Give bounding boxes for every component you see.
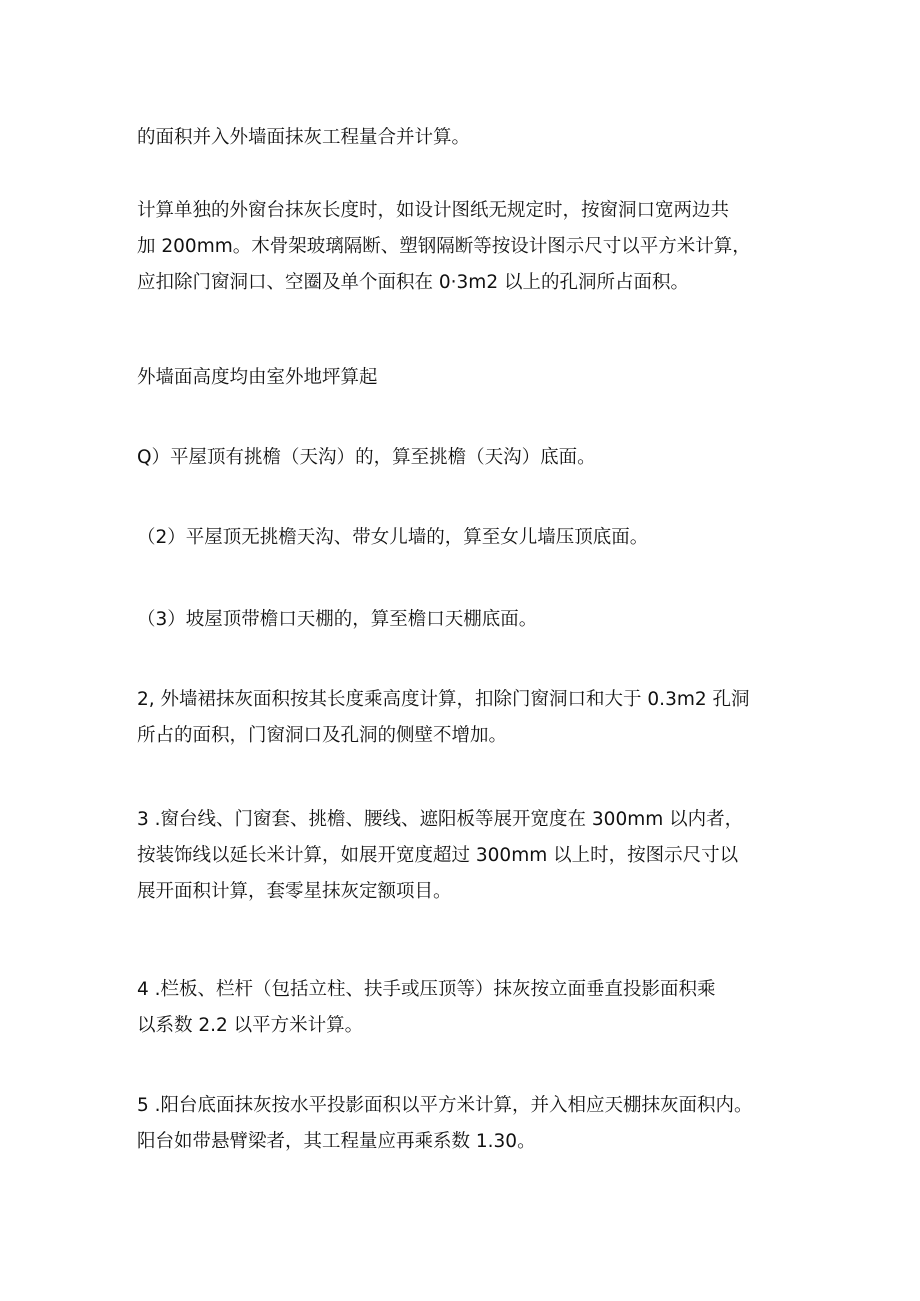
text-line: 展开面积计算，套零星抹灰定额项目。 [137, 881, 452, 902]
text-line: 加 200mm。木骨架玻璃隔断、塑钢隔断等按设计图示尺寸以平方米计算， [137, 236, 751, 257]
text-line: 的面积并入外墙面抹灰工程量合并计算。 [137, 127, 471, 148]
paragraph-window-sill [137, 193, 817, 301]
text-line: 5 .阳台底面抹灰按水平投影面积以平方米计算，并入相应天棚抹灰面积内。 [137, 1095, 753, 1116]
text-line: 按装饰线以延长米计算，如展开宽度超过 300mm 以上时，按图示尺寸以 [137, 845, 739, 866]
paragraph-plaster-merge [137, 120, 817, 156]
text-line: 2, 外墙裙抹灰面积按其长度乘高度计算，扣除门窗洞口和大于 0.3m2 孔洞 [137, 689, 750, 710]
paragraph-section-4 [137, 972, 817, 1044]
text-line: 应扣除门窗洞口、空圈及单个面积在 0·3m2 以上的孔洞所占面积。 [137, 272, 689, 293]
paragraph-item-2 [137, 520, 817, 556]
paragraph-item-3 [137, 602, 817, 638]
text-line: Q）平屋顶有挑檐（天沟）的，算至挑檐（天沟）底面。 [137, 447, 596, 468]
text-line: 外墙面高度均由室外地坪算起 [137, 367, 378, 388]
paragraph-section-2 [137, 682, 817, 754]
text-line: 4 .栏板、栏杆（包括立柱、扶手或压顶等）抹灰按立面垂直投影面积乘 [137, 979, 716, 1000]
paragraph-section-3 [137, 802, 817, 910]
text-line: 阳台如带悬臂梁者，其工程量应再乘系数 1.30。 [137, 1131, 536, 1152]
text-line: （3）坡屋顶带檐口天棚的，算至檐口天棚底面。 [137, 609, 538, 630]
text-line: 计算单独的外窗台抹灰长度时，如设计图纸无规定时，按窗洞口宽两边共 [137, 200, 730, 221]
text-line: 以系数 2.2 以平方米计算。 [137, 1015, 364, 1036]
paragraph-wall-height [137, 360, 817, 396]
text-line: 3 .窗台线、门窗套、挑檐、腰线、遮阳板等展开宽度在 300mm 以内者， [137, 809, 744, 830]
text-line: 所占的面积，门窗洞口及孔洞的侧壁不增加。 [137, 725, 508, 746]
paragraph-item-1 [137, 440, 817, 476]
text-line: （2）平屋顶无挑檐天沟、带女儿墙的，算至女儿墙压顶底面。 [137, 527, 649, 548]
paragraph-section-5 [137, 1088, 817, 1160]
